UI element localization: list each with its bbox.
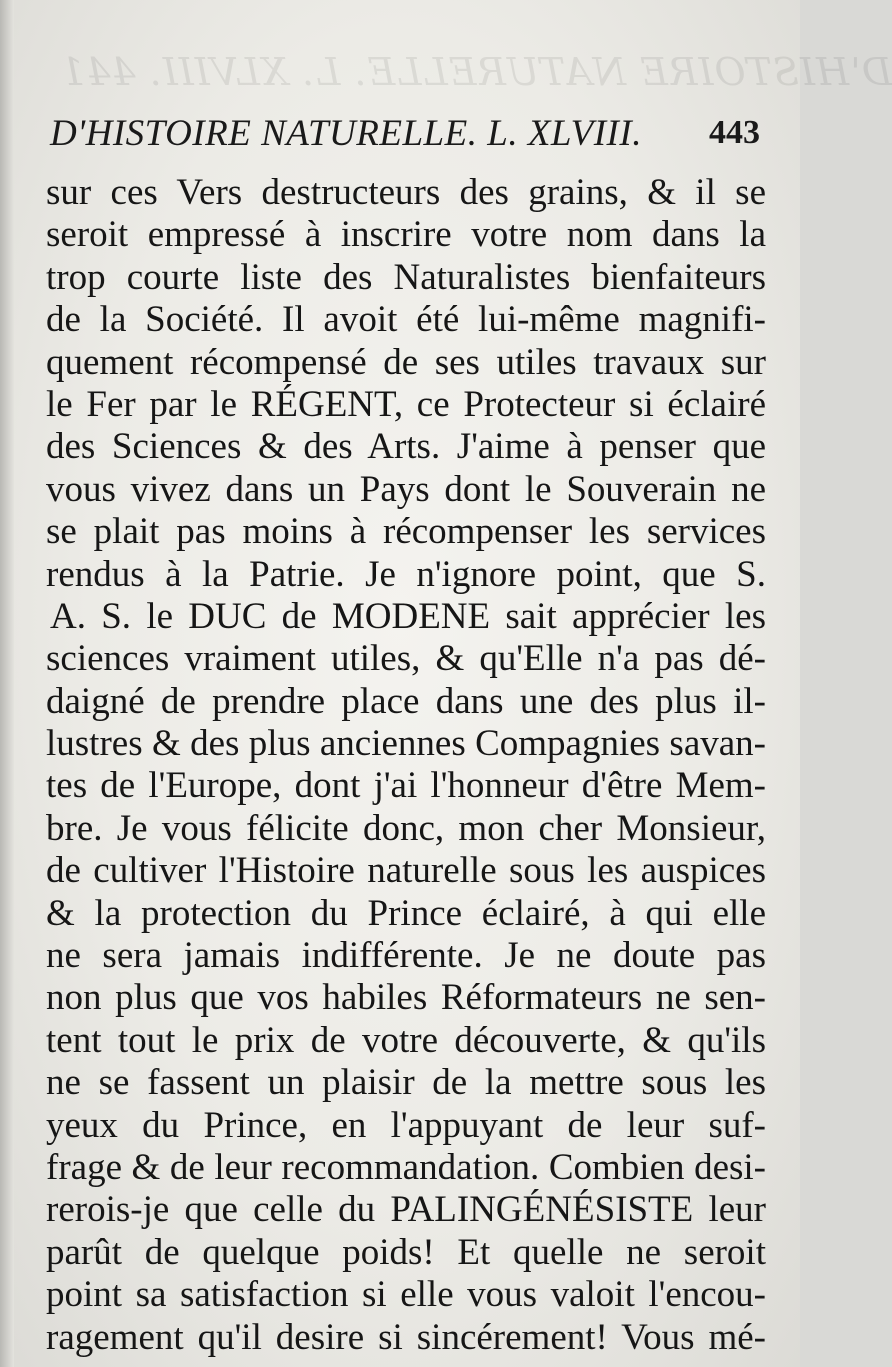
text-line: ne se fassent un plaisir de la mettre sous les — [46, 1062, 766, 1104]
page-number: 443 — [709, 114, 760, 151]
text-line: bre. Je vous félicite donc, mon cher Monsieur, — [46, 807, 766, 849]
text-line: de la Société. Il avoit été lui-même magnifi- — [46, 299, 766, 341]
text-line: vous vivez dans un Pays dont le Souverain ne — [46, 468, 766, 510]
running-head — [50, 112, 760, 162]
text-line: parût de quelque poids! Et quelle ne seroit — [46, 1231, 766, 1273]
text-line: point sa satisfaction si elle vous valoit l'encou- — [46, 1274, 766, 1316]
running-head-title: D'HISTOIRE NATURELLE. L. XLVIII. — [50, 113, 642, 154]
text-line: rendus à la Patrie. Je n'ignore point, que S. — [46, 553, 766, 595]
text-line: non plus que vos habiles Réformateurs ne sen- — [46, 977, 766, 1019]
text-line: quement récompensé de ses utiles travaux sur — [46, 341, 766, 383]
body-text — [46, 172, 766, 1359]
text-line: ne sera jamais indifférente. Je ne doute pas — [46, 935, 766, 977]
text-line: tent tout le prix de votre découverte, & qu'ils — [46, 1019, 766, 1061]
text-line: le Fer par le RÉGENT, ce Protecteur si éclairé — [46, 383, 766, 425]
text-line: de cultiver l'Histoire naturelle sous les auspices — [46, 850, 766, 892]
text-line: lustres & des plus anciennes Compagnies savan- — [46, 723, 766, 765]
text-line: A. S. le DUC de MODENE sait apprécier les — [50, 595, 766, 637]
text-line: seroit empressé à inscrire votre nom dans la — [46, 214, 766, 256]
page-gutter-shadow — [0, 0, 14, 1367]
text-line: trop courte liste des Naturalistes bienfaiteurs — [46, 256, 766, 298]
text-line: & la protection du Prince éclairé, à qui elle — [46, 892, 766, 934]
text-line: yeux du Prince, en l'appuyant de leur suf- — [46, 1104, 766, 1146]
text-line: sciences vraiment utiles, & qu'Elle n'a pas dé- — [46, 638, 766, 680]
text-line: se plait pas moins à récompenser les services — [46, 511, 766, 553]
bleed-through-text: D'HISTOIRE NATURELLE. L. XLVIII. 441 — [60, 50, 892, 94]
text-line: daigné de prendre place dans une des plus il- — [46, 680, 766, 722]
text-line: ragement qu'il desire si sincérement! Vous mé- — [46, 1316, 766, 1358]
text-line: des Sciences & des Arts. J'aime à penser que — [46, 426, 766, 468]
text-line: frage & de leur recommandation. Combien desi- — [46, 1146, 766, 1188]
text-line: rerois-je que celle du PALINGÉNÉSISTE leur — [46, 1189, 766, 1231]
text-line: sur ces Vers destructeurs des grains, & il se — [46, 172, 766, 213]
text-line: tes de l'Europe, dont j'ai l'honneur d'être Mem- — [46, 765, 766, 807]
